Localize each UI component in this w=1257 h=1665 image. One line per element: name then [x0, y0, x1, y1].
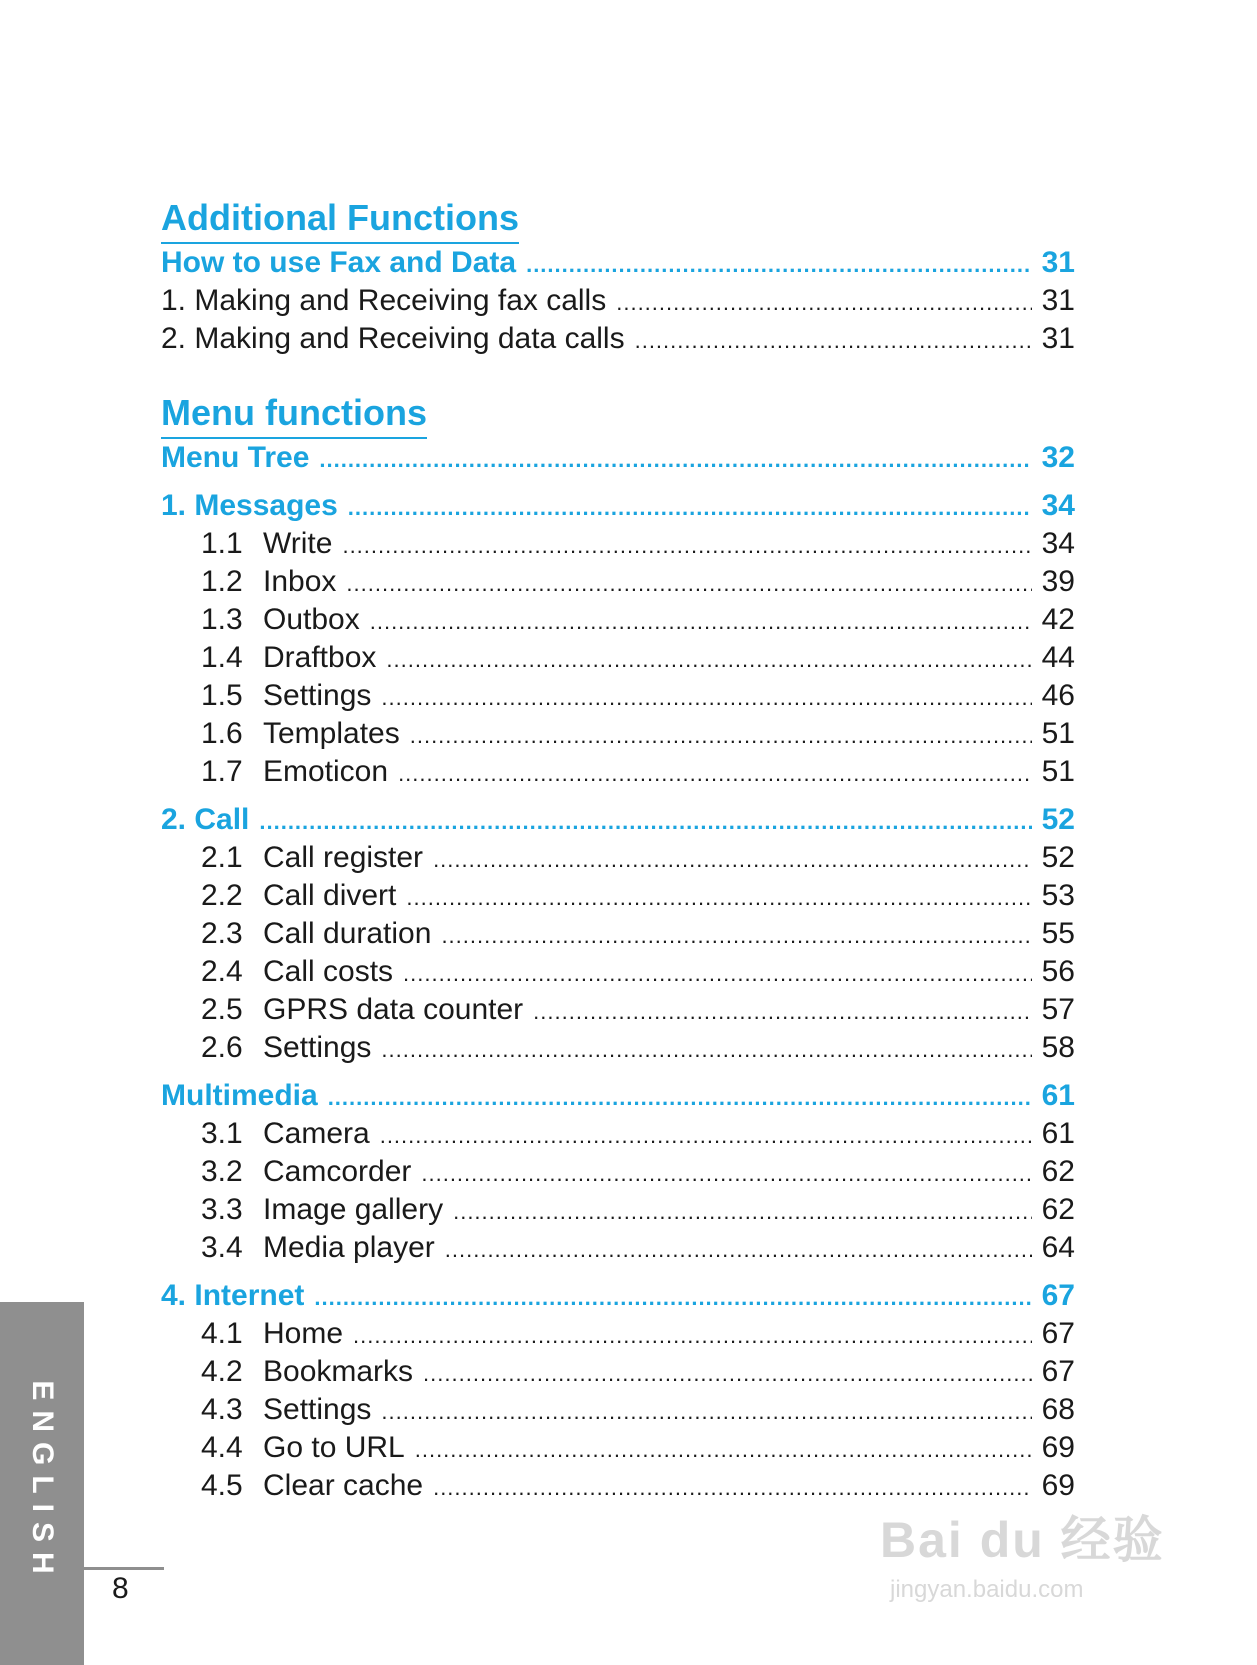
toc-entry[interactable]	[161, 639, 1075, 677]
toc-entry[interactable]	[161, 1391, 1075, 1429]
toc-page: 68	[1041, 1393, 1075, 1426]
toc-page: 62	[1041, 1155, 1075, 1188]
toc-number: 4.4	[201, 1431, 243, 1464]
toc-page: 62	[1041, 1193, 1075, 1226]
page-number-rule	[84, 1567, 164, 1570]
toc-label: Draftbox	[263, 641, 377, 674]
toc-entry[interactable]	[161, 525, 1075, 563]
watermark-url: jingyan.baidu.com	[890, 1576, 1084, 1603]
toc-number: 2.1	[201, 841, 243, 874]
toc-entry[interactable]	[161, 715, 1075, 753]
dot-leader	[328, 1077, 1032, 1117]
toc-label: Call register	[263, 841, 424, 874]
toc-entry[interactable]	[161, 282, 1075, 320]
section-title: Additional Functions	[161, 196, 519, 244]
toc-page: 56	[1041, 955, 1075, 988]
toc-label: Settings	[263, 1031, 372, 1064]
toc-page: 34	[1041, 527, 1075, 560]
toc-entry[interactable]	[161, 877, 1075, 915]
toc-heading-menu-tree[interactable]	[161, 439, 1075, 477]
toc-label: GPRS data counter	[263, 993, 524, 1026]
toc-number: 1.1	[201, 527, 243, 560]
dot-leader	[398, 753, 1032, 793]
table-of-contents	[161, 196, 1075, 1505]
toc-heading-internet[interactable]	[161, 1277, 1075, 1315]
toc-label: Inbox	[263, 565, 337, 598]
dot-leader	[381, 1029, 1031, 1069]
toc-page: 32	[1041, 441, 1075, 474]
toc-page: 51	[1041, 717, 1075, 750]
toc-page: 31	[1041, 246, 1075, 279]
toc-number: 2.4	[201, 955, 243, 988]
section-additional-functions	[161, 196, 1075, 358]
toc-entry[interactable]	[161, 563, 1075, 601]
toc-entry[interactable]	[161, 1029, 1075, 1067]
toc-number: 1.2	[201, 565, 243, 598]
toc-page: 55	[1041, 917, 1075, 950]
toc-page: 53	[1041, 879, 1075, 912]
toc-label: 4. Internet	[161, 1279, 305, 1312]
dot-leader	[386, 639, 1031, 679]
toc-page: 57	[1041, 993, 1075, 1026]
toc-label: Camcorder	[263, 1155, 412, 1188]
toc-number: 4.3	[201, 1393, 243, 1426]
dot-leader	[319, 439, 1031, 479]
toc-heading-messages[interactable]	[161, 487, 1075, 525]
toc-label: Multimedia	[161, 1079, 318, 1112]
toc-page: 52	[1041, 803, 1075, 836]
dot-leader	[380, 1115, 1032, 1155]
dot-leader	[616, 282, 1031, 322]
dot-leader	[342, 525, 1031, 565]
toc-number: 1.5	[201, 679, 243, 712]
toc-label: Emoticon	[263, 755, 389, 788]
dot-leader	[406, 877, 1031, 917]
watermark-logo: Bai du 经验	[880, 1512, 1165, 1568]
page-number: 8	[112, 1572, 129, 1605]
toc-page: 51	[1041, 755, 1075, 788]
toc-entry[interactable]	[161, 1315, 1075, 1353]
dot-leader	[410, 715, 1032, 755]
toc-label: Menu Tree	[161, 441, 310, 474]
toc-number: 2.5	[201, 993, 243, 1026]
dot-leader	[353, 1315, 1032, 1355]
toc-page: 69	[1041, 1469, 1075, 1502]
toc-label: Home	[263, 1317, 344, 1350]
toc-label: How to use Fax and Data	[161, 246, 517, 279]
toc-page: 52	[1041, 841, 1075, 874]
toc-label: Write	[263, 527, 333, 560]
toc-label: 2. Making and Receiving data calls	[161, 322, 625, 355]
toc-page: 44	[1041, 641, 1075, 674]
toc-entry[interactable]	[161, 1191, 1075, 1229]
dot-leader	[381, 677, 1031, 717]
toc-number: 1.7	[201, 755, 243, 788]
section-title: Menu functions	[161, 391, 427, 439]
toc-number: 1.3	[201, 603, 243, 636]
toc-page: 58	[1041, 1031, 1075, 1064]
dot-leader	[415, 1429, 1032, 1469]
dot-leader	[403, 953, 1032, 993]
toc-page: 69	[1041, 1431, 1075, 1464]
toc-label: Call costs	[263, 955, 394, 988]
toc-entry[interactable]	[161, 320, 1075, 358]
dot-leader	[441, 915, 1031, 955]
toc-page: 34	[1041, 489, 1075, 522]
toc-page: 42	[1041, 603, 1075, 636]
toc-label: Settings	[263, 1393, 372, 1426]
toc-entry[interactable]	[161, 991, 1075, 1029]
dot-leader	[314, 1277, 1031, 1317]
dot-leader	[259, 801, 1031, 841]
toc-number: 2.3	[201, 917, 243, 950]
toc-page: 31	[1041, 322, 1075, 355]
dot-leader	[423, 1353, 1032, 1393]
toc-label: Media player	[263, 1231, 435, 1264]
toc-number: 4.1	[201, 1317, 243, 1350]
toc-entry[interactable]	[161, 1229, 1075, 1267]
toc-number: 1.6	[201, 717, 243, 750]
toc-label: Templates	[263, 717, 400, 750]
toc-page: 61	[1041, 1079, 1075, 1112]
toc-entry[interactable]	[161, 839, 1075, 877]
toc-number: 2.2	[201, 879, 243, 912]
toc-entry[interactable]	[161, 677, 1075, 715]
language-side-tab	[0, 1302, 84, 1665]
language-label: ENGLISH	[26, 1380, 59, 1584]
toc-label: Image gallery	[263, 1193, 444, 1226]
toc-label: Clear cache	[263, 1469, 424, 1502]
toc-number: 3.4	[201, 1231, 243, 1264]
toc-label: Settings	[263, 679, 372, 712]
dot-leader	[445, 1229, 1032, 1269]
toc-entry[interactable]	[161, 1115, 1075, 1153]
dot-leader	[635, 320, 1032, 360]
dot-leader	[370, 601, 1032, 641]
toc-page: 67	[1041, 1317, 1075, 1350]
toc-number: 3.3	[201, 1193, 243, 1226]
toc-label: Call divert	[263, 879, 397, 912]
toc-entry[interactable]	[161, 1153, 1075, 1191]
toc-label: Camera	[263, 1117, 370, 1150]
toc-label: Call duration	[263, 917, 432, 950]
toc-entry[interactable]	[161, 1353, 1075, 1391]
toc-label: Go to URL	[263, 1431, 405, 1464]
toc-number: 3.2	[201, 1155, 243, 1188]
toc-label: Outbox	[263, 603, 360, 636]
toc-number: 4.5	[201, 1469, 243, 1502]
toc-label: 2. Call	[161, 803, 250, 836]
toc-page: 46	[1041, 679, 1075, 712]
toc-entry[interactable]	[161, 753, 1075, 791]
toc-label: 1. Making and Receiving fax calls	[161, 284, 607, 317]
dot-leader	[433, 839, 1032, 879]
dot-leader	[453, 1191, 1032, 1231]
toc-label: 1. Messages	[161, 489, 338, 522]
toc-page: 31	[1041, 284, 1075, 317]
toc-number: 4.2	[201, 1355, 243, 1388]
dot-leader	[526, 244, 1032, 284]
toc-entry[interactable]	[161, 953, 1075, 991]
section-menu-functions	[161, 391, 1075, 1505]
baidu-watermark	[880, 1500, 1180, 1620]
toc-entry[interactable]	[161, 1429, 1075, 1467]
toc-entry[interactable]	[161, 915, 1075, 953]
toc-page: 67	[1041, 1279, 1075, 1312]
toc-number: 3.1	[201, 1117, 243, 1150]
dot-leader	[421, 1153, 1031, 1193]
toc-page: 64	[1041, 1231, 1075, 1264]
dot-leader	[533, 991, 1031, 1031]
toc-heading-call[interactable]	[161, 801, 1075, 839]
dot-leader	[348, 487, 1032, 527]
toc-label: Bookmarks	[263, 1355, 414, 1388]
toc-number: 2.6	[201, 1031, 243, 1064]
dot-leader	[381, 1391, 1031, 1431]
toc-heading-fax-data[interactable]	[161, 244, 1075, 282]
toc-page: 67	[1041, 1355, 1075, 1388]
toc-entry[interactable]	[161, 601, 1075, 639]
toc-page: 39	[1041, 565, 1075, 598]
toc-heading-multimedia[interactable]	[161, 1077, 1075, 1115]
dot-leader	[346, 563, 1031, 603]
toc-number: 1.4	[201, 641, 243, 674]
toc-page: 61	[1041, 1117, 1075, 1150]
